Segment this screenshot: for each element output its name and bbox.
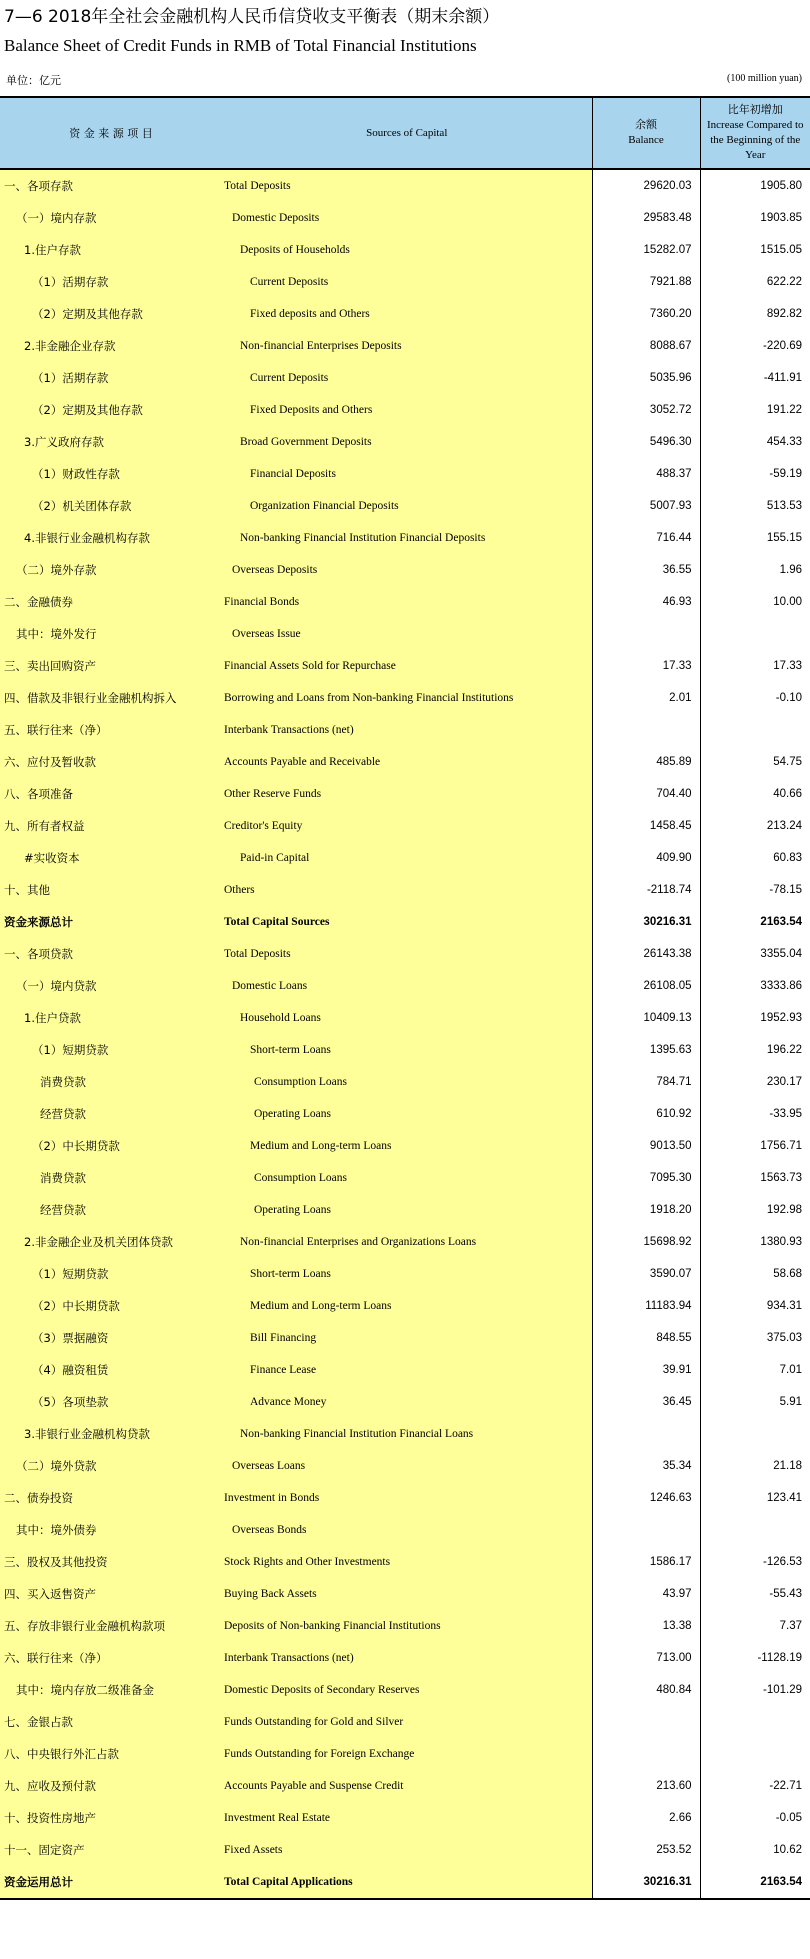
row-increase: 1515.05 xyxy=(700,234,810,266)
header-increase-en: Increase Compared to the Beginning of the Year xyxy=(706,119,804,161)
table-row xyxy=(0,362,810,394)
row-increase: -22.71 xyxy=(700,1770,810,1802)
row-item-english: Total Deposits xyxy=(222,938,592,970)
row-increase: 3333.86 xyxy=(700,970,810,1002)
row-item-english: Overseas Issue xyxy=(222,618,592,650)
table-row xyxy=(0,746,810,778)
row-item-english: Others xyxy=(222,874,592,906)
row-balance: 2.66 xyxy=(592,1802,700,1834)
table-row xyxy=(0,1450,810,1482)
row-increase: -1128.19 xyxy=(700,1642,810,1674)
table-row xyxy=(0,1130,810,1162)
row-balance: 29620.03 xyxy=(592,169,700,202)
row-balance: 5035.96 xyxy=(592,362,700,394)
row-balance: 610.92 xyxy=(592,1098,700,1130)
row-item-english: Overseas Bonds xyxy=(222,1514,592,1546)
row-increase: 7.37 xyxy=(700,1610,810,1642)
row-item-chinese: 十、投资性房地产 xyxy=(0,1802,222,1834)
row-item-english: Deposits of Non-banking Financial Institutions xyxy=(222,1610,592,1642)
row-item-chinese: 五、联行往来（净） xyxy=(0,714,222,746)
balance-sheet-table xyxy=(0,96,810,1900)
table-row xyxy=(0,1194,810,1226)
row-increase: -59.19 xyxy=(700,458,810,490)
row-balance: 11183.94 xyxy=(592,1290,700,1322)
row-balance xyxy=(592,1418,700,1450)
table-row xyxy=(0,1834,810,1866)
row-increase: 54.75 xyxy=(700,746,810,778)
row-balance: 5007.93 xyxy=(592,490,700,522)
row-item-english: Overseas Deposits xyxy=(222,554,592,586)
row-item-chinese: 八、中央银行外汇占款 xyxy=(0,1738,222,1770)
row-balance: 46.93 xyxy=(592,586,700,618)
row-item-english: Operating Loans xyxy=(222,1098,592,1130)
row-increase: 196.22 xyxy=(700,1034,810,1066)
table-row xyxy=(0,1066,810,1098)
row-item-english: Consumption Loans xyxy=(222,1066,592,1098)
header-balance-en: Balance xyxy=(628,134,664,146)
row-balance: 3590.07 xyxy=(592,1258,700,1290)
row-item-chinese: （2）机关团体存款 xyxy=(0,490,222,522)
row-item-english: Short-term Loans xyxy=(222,1258,592,1290)
row-balance: 7921.88 xyxy=(592,266,700,298)
row-balance: 5496.30 xyxy=(592,426,700,458)
row-balance: 784.71 xyxy=(592,1066,700,1098)
row-item-english: Funds Outstanding for Gold and Silver xyxy=(222,1706,592,1738)
row-item-chinese: （2）定期及其他存款 xyxy=(0,298,222,330)
row-increase: 17.33 xyxy=(700,650,810,682)
table-row xyxy=(0,1674,810,1706)
header-increase xyxy=(700,97,810,169)
table-row xyxy=(0,970,810,1002)
row-increase: 58.68 xyxy=(700,1258,810,1290)
row-balance: 253.52 xyxy=(592,1834,700,1866)
row-item-chinese: 一、各项贷款 xyxy=(0,938,222,970)
table-row xyxy=(0,266,810,298)
row-increase: 155.15 xyxy=(700,522,810,554)
row-item-chinese: （4）融资租赁 xyxy=(0,1354,222,1386)
header-balance xyxy=(592,97,700,169)
row-balance: 1586.17 xyxy=(592,1546,700,1578)
row-increase: -126.53 xyxy=(700,1546,810,1578)
row-balance: 485.89 xyxy=(592,746,700,778)
table-row xyxy=(0,714,810,746)
table-row xyxy=(0,618,810,650)
table-row xyxy=(0,298,810,330)
row-item-chinese: （1）短期贷款 xyxy=(0,1258,222,1290)
row-item-english: Short-term Loans xyxy=(222,1034,592,1066)
table-row xyxy=(0,458,810,490)
row-increase: 622.22 xyxy=(700,266,810,298)
row-increase: -55.43 xyxy=(700,1578,810,1610)
table-row xyxy=(0,426,810,458)
unit-label-chinese: 单位：亿元 xyxy=(6,74,61,87)
row-item-chinese: （二）境外存款 xyxy=(0,554,222,586)
total-row xyxy=(0,906,810,938)
row-balance: 704.40 xyxy=(592,778,700,810)
table-row xyxy=(0,522,810,554)
row-increase: 1905.80 xyxy=(700,169,810,202)
row-increase xyxy=(700,1738,810,1770)
row-item-chinese: （1）活期存款 xyxy=(0,266,222,298)
row-item-english: Consumption Loans xyxy=(222,1162,592,1194)
table-row xyxy=(0,490,810,522)
row-balance xyxy=(592,618,700,650)
row-increase: 123.41 xyxy=(700,1482,810,1514)
row-balance xyxy=(592,714,700,746)
row-item-chinese: 3.广义政府存款 xyxy=(0,426,222,458)
row-item-chinese: 消费贷款 xyxy=(0,1162,222,1194)
table-row xyxy=(0,842,810,874)
row-item-chinese: 九、所有者权益 xyxy=(0,810,222,842)
row-increase: 2163.54 xyxy=(700,906,810,938)
row-item-english: Accounts Payable and Suspense Credit xyxy=(222,1770,592,1802)
row-item-chinese: 资金来源总计 xyxy=(0,906,222,938)
table-row xyxy=(0,394,810,426)
row-increase: 1380.93 xyxy=(700,1226,810,1258)
row-balance: -2118.74 xyxy=(592,874,700,906)
row-item-chinese: 1.住户存款 xyxy=(0,234,222,266)
row-item-english: Financial Deposits xyxy=(222,458,592,490)
row-increase: 1952.93 xyxy=(700,1002,810,1034)
row-balance: 30216.31 xyxy=(592,1866,700,1899)
row-item-chinese: 4.非银行业金融机构存款 xyxy=(0,522,222,554)
row-increase: 1756.71 xyxy=(700,1130,810,1162)
row-balance xyxy=(592,1738,700,1770)
table-row xyxy=(0,1290,810,1322)
row-item-english: Medium and Long-term Loans xyxy=(222,1130,592,1162)
row-balance: 480.84 xyxy=(592,1674,700,1706)
row-balance: 1395.63 xyxy=(592,1034,700,1066)
table-row xyxy=(0,1610,810,1642)
header-sources-of-capital: Sources of Capital xyxy=(222,97,592,169)
row-item-english: Non-banking Financial Institution Financial Loans xyxy=(222,1418,592,1450)
row-item-english: Accounts Payable and Receivable xyxy=(222,746,592,778)
row-item-english: Overseas Loans xyxy=(222,1450,592,1482)
row-item-chinese: 四、买入返售资产 xyxy=(0,1578,222,1610)
table-row xyxy=(0,330,810,362)
table-header-row xyxy=(0,97,810,169)
row-balance: 713.00 xyxy=(592,1642,700,1674)
row-increase xyxy=(700,1514,810,1546)
row-item-chinese: （2）中长期贷款 xyxy=(0,1290,222,1322)
row-item-chinese: 九、应收及预付款 xyxy=(0,1770,222,1802)
row-item-chinese: （一）境内贷款 xyxy=(0,970,222,1002)
table-row xyxy=(0,1322,810,1354)
row-item-english: Borrowing and Loans from Non-banking Financial Institutions xyxy=(222,682,592,714)
row-increase: 2163.54 xyxy=(700,1866,810,1899)
row-balance: 716.44 xyxy=(592,522,700,554)
row-balance: 9013.50 xyxy=(592,1130,700,1162)
row-item-chinese: 经营贷款 xyxy=(0,1194,222,1226)
row-balance: 1246.63 xyxy=(592,1482,700,1514)
row-balance: 43.97 xyxy=(592,1578,700,1610)
header-chinese-item: 资 金 来 源 项 目 xyxy=(0,97,222,169)
row-item-english: Current Deposits xyxy=(222,266,592,298)
row-balance: 15282.07 xyxy=(592,234,700,266)
row-item-english: Advance Money xyxy=(222,1386,592,1418)
row-item-english: Total Deposits xyxy=(222,169,592,202)
row-item-english: Finance Lease xyxy=(222,1354,592,1386)
row-item-english: Investment Real Estate xyxy=(222,1802,592,1834)
row-item-chinese: 四、借款及非银行业金融机构拆入 xyxy=(0,682,222,714)
row-item-chinese: 二、金融债券 xyxy=(0,586,222,618)
row-item-chinese: 八、各项准备 xyxy=(0,778,222,810)
row-item-english: Fixed Assets xyxy=(222,1834,592,1866)
row-item-english: Creditor's Equity xyxy=(222,810,592,842)
row-balance: 36.55 xyxy=(592,554,700,586)
row-balance xyxy=(592,1514,700,1546)
row-balance: 29583.48 xyxy=(592,202,700,234)
table-row xyxy=(0,1482,810,1514)
row-item-chinese: （1）活期存款 xyxy=(0,362,222,394)
row-balance: 15698.92 xyxy=(592,1226,700,1258)
table-body xyxy=(0,169,810,1899)
row-item-chinese: （1）财政性存款 xyxy=(0,458,222,490)
table-row xyxy=(0,938,810,970)
row-item-english: Operating Loans xyxy=(222,1194,592,1226)
table-row xyxy=(0,1418,810,1450)
row-balance: 213.60 xyxy=(592,1770,700,1802)
row-increase: 892.82 xyxy=(700,298,810,330)
row-item-english: Broad Government Deposits xyxy=(222,426,592,458)
row-item-english: Organization Financial Deposits xyxy=(222,490,592,522)
row-item-english: Medium and Long-term Loans xyxy=(222,1290,592,1322)
row-increase: -411.91 xyxy=(700,362,810,394)
row-item-chinese: 三、股权及其他投资 xyxy=(0,1546,222,1578)
row-increase: 1563.73 xyxy=(700,1162,810,1194)
row-balance: 17.33 xyxy=(592,650,700,682)
row-balance: 39.91 xyxy=(592,1354,700,1386)
row-increase: -33.95 xyxy=(700,1098,810,1130)
row-balance: 8088.67 xyxy=(592,330,700,362)
row-item-english: Stock Rights and Other Investments xyxy=(222,1546,592,1578)
row-item-chinese: 1.住户贷款 xyxy=(0,1002,222,1034)
row-balance: 848.55 xyxy=(592,1322,700,1354)
row-item-chinese: 七、金银占款 xyxy=(0,1706,222,1738)
page-title-english: Balance Sheet of Credit Funds in RMB of Total Financial Institutions xyxy=(4,36,477,55)
row-item-english: Interbank Transactions (net) xyxy=(222,714,592,746)
row-item-english: Total Capital Sources xyxy=(222,906,592,938)
row-item-english: Non-financial Enterprises Deposits xyxy=(222,330,592,362)
row-item-english: Financial Bonds xyxy=(222,586,592,618)
table-row xyxy=(0,1162,810,1194)
row-balance: 3052.72 xyxy=(592,394,700,426)
row-balance: 1918.20 xyxy=(592,1194,700,1226)
row-item-chinese: 五、存放非银行业金融机构款项 xyxy=(0,1610,222,1642)
row-balance: 26108.05 xyxy=(592,970,700,1002)
row-balance: 36.45 xyxy=(592,1386,700,1418)
row-item-english: Non-financial Enterprises and Organizations Loans xyxy=(222,1226,592,1258)
row-balance: 26143.38 xyxy=(592,938,700,970)
row-increase: 3355.04 xyxy=(700,938,810,970)
table-row xyxy=(0,682,810,714)
row-item-english: Other Reserve Funds xyxy=(222,778,592,810)
table-row xyxy=(0,1706,810,1738)
row-item-chinese: （5）各项垫款 xyxy=(0,1386,222,1418)
row-item-english: Financial Assets Sold for Repurchase xyxy=(222,650,592,682)
row-item-english: Household Loans xyxy=(222,1002,592,1034)
row-increase: 375.03 xyxy=(700,1322,810,1354)
row-item-chinese: （3）票据融资 xyxy=(0,1322,222,1354)
row-item-chinese: 经营贷款 xyxy=(0,1098,222,1130)
row-item-chinese: 三、卖出回购资产 xyxy=(0,650,222,682)
table-row xyxy=(0,874,810,906)
row-increase: 1903.85 xyxy=(700,202,810,234)
row-item-english: Fixed Deposits and Others xyxy=(222,394,592,426)
row-increase xyxy=(700,618,810,650)
row-item-chinese: 十一、固定资产 xyxy=(0,1834,222,1866)
table-row xyxy=(0,1002,810,1034)
row-item-chinese: 资金运用总计 xyxy=(0,1866,222,1899)
row-balance: 409.90 xyxy=(592,842,700,874)
row-item-chinese: （2）定期及其他存款 xyxy=(0,394,222,426)
table-row xyxy=(0,234,810,266)
row-increase: -0.05 xyxy=(700,1802,810,1834)
row-increase: -101.29 xyxy=(700,1674,810,1706)
row-item-english: Total Capital Applications xyxy=(222,1866,592,1899)
row-increase: -0.10 xyxy=(700,682,810,714)
row-balance: 35.34 xyxy=(592,1450,700,1482)
row-item-chinese: 二、债券投资 xyxy=(0,1482,222,1514)
row-item-chinese: 六、应付及暂收款 xyxy=(0,746,222,778)
table-row xyxy=(0,1386,810,1418)
table-row xyxy=(0,1802,810,1834)
table-row xyxy=(0,1098,810,1130)
page-title-chinese: 7—6 2018年全社会金融机构人民币信贷收支平衡表（期末余额） xyxy=(4,7,500,27)
row-increase: 10.00 xyxy=(700,586,810,618)
table-row xyxy=(0,586,810,618)
row-increase: 454.33 xyxy=(700,426,810,458)
row-increase: 513.53 xyxy=(700,490,810,522)
row-item-chinese: （1）短期贷款 xyxy=(0,1034,222,1066)
row-balance: 7095.30 xyxy=(592,1162,700,1194)
row-item-english: Deposits of Households xyxy=(222,234,592,266)
row-increase xyxy=(700,1418,810,1450)
row-item-chinese: 十、其他 xyxy=(0,874,222,906)
table-row xyxy=(0,1034,810,1066)
row-item-english: Domestic Deposits xyxy=(222,202,592,234)
table-row xyxy=(0,554,810,586)
table-row xyxy=(0,650,810,682)
total-row xyxy=(0,1866,810,1899)
table-row xyxy=(0,1642,810,1674)
table-row xyxy=(0,1546,810,1578)
row-balance: 1458.45 xyxy=(592,810,700,842)
table-row xyxy=(0,1514,810,1546)
row-balance: 10409.13 xyxy=(592,1002,700,1034)
row-item-english: Interbank Transactions (net) xyxy=(222,1642,592,1674)
row-increase xyxy=(700,1706,810,1738)
row-item-english: Investment in Bonds xyxy=(222,1482,592,1514)
table-row xyxy=(0,810,810,842)
row-item-english: Domestic Deposits of Secondary Reserves xyxy=(222,1674,592,1706)
header-increase-cn: 比年初增加 xyxy=(727,104,783,116)
row-item-chinese: 其中：境外发行 xyxy=(0,618,222,650)
row-increase: 60.83 xyxy=(700,842,810,874)
table-row xyxy=(0,1578,810,1610)
row-item-chinese: 六、联行往来（净） xyxy=(0,1642,222,1674)
table-row xyxy=(0,1258,810,1290)
row-increase: 40.66 xyxy=(700,778,810,810)
row-increase: 7.01 xyxy=(700,1354,810,1386)
row-increase: 10.62 xyxy=(700,1834,810,1866)
row-item-chinese: 2.非金融企业存款 xyxy=(0,330,222,362)
row-balance: 2.01 xyxy=(592,682,700,714)
row-increase: 1.96 xyxy=(700,554,810,586)
table-row xyxy=(0,202,810,234)
row-increase: 192.98 xyxy=(700,1194,810,1226)
row-item-english: Non-banking Financial Institution Financial Deposits xyxy=(222,522,592,554)
row-increase: 230.17 xyxy=(700,1066,810,1098)
row-item-chinese: （2）中长期贷款 xyxy=(0,1130,222,1162)
row-item-english: Paid-in Capital xyxy=(222,842,592,874)
table-row xyxy=(0,1770,810,1802)
row-item-english: Funds Outstanding for Foreign Exchange xyxy=(222,1738,592,1770)
table-row xyxy=(0,1226,810,1258)
row-balance: 7360.20 xyxy=(592,298,700,330)
row-item-chinese: （一）境内存款 xyxy=(0,202,222,234)
table-row xyxy=(0,1738,810,1770)
row-balance: 13.38 xyxy=(592,1610,700,1642)
row-item-chinese: 2.非金融企业及机关团体贷款 xyxy=(0,1226,222,1258)
row-balance xyxy=(592,1706,700,1738)
row-increase: 213.24 xyxy=(700,810,810,842)
row-item-english: Buying Back Assets xyxy=(222,1578,592,1610)
header-balance-cn: 余额 xyxy=(635,119,657,131)
row-increase: 21.18 xyxy=(700,1450,810,1482)
row-item-chinese: #实收资本 xyxy=(0,842,222,874)
row-balance: 30216.31 xyxy=(592,906,700,938)
row-item-chinese: （二）境外贷款 xyxy=(0,1450,222,1482)
row-item-chinese: 一、各项存款 xyxy=(0,169,222,202)
row-increase: 191.22 xyxy=(700,394,810,426)
row-item-chinese: 3.非银行业金融机构贷款 xyxy=(0,1418,222,1450)
row-increase: -78.15 xyxy=(700,874,810,906)
row-item-chinese: 消费贷款 xyxy=(0,1066,222,1098)
table-row xyxy=(0,778,810,810)
row-item-english: Domestic Loans xyxy=(222,970,592,1002)
row-balance: 488.37 xyxy=(592,458,700,490)
row-increase: -220.69 xyxy=(700,330,810,362)
row-increase xyxy=(700,714,810,746)
row-item-english: Bill Financing xyxy=(222,1322,592,1354)
table-row xyxy=(0,169,810,202)
row-item-chinese: 其中：境外债券 xyxy=(0,1514,222,1546)
unit-label-english: (100 million yuan) xyxy=(727,73,802,84)
row-increase: 934.31 xyxy=(700,1290,810,1322)
row-item-chinese: 其中：境内存放二级准备金 xyxy=(0,1674,222,1706)
row-item-english: Current Deposits xyxy=(222,362,592,394)
row-increase: 5.91 xyxy=(700,1386,810,1418)
table-row xyxy=(0,1354,810,1386)
row-item-english: Fixed deposits and Others xyxy=(222,298,592,330)
